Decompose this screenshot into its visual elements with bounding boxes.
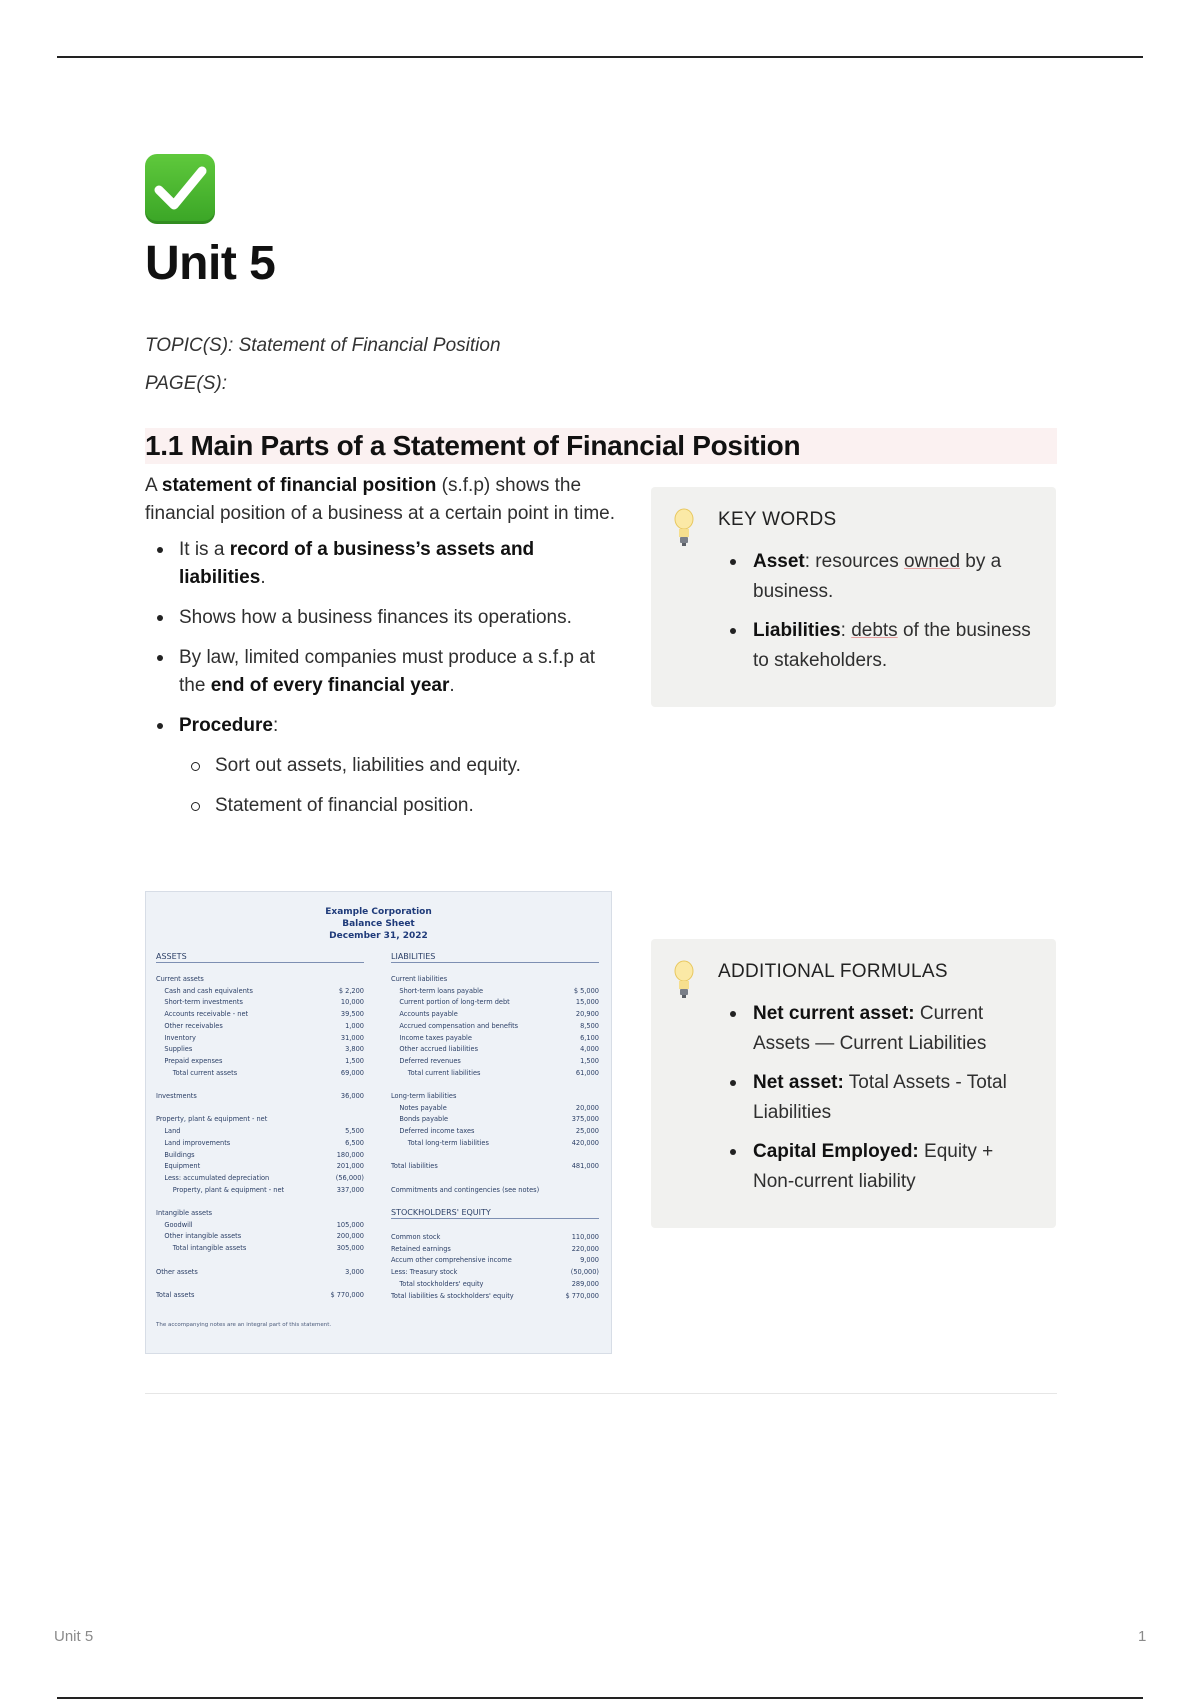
top-rule xyxy=(57,56,1143,58)
sheet-row-value: 420,000 xyxy=(571,1138,599,1147)
sheet-row-label: Commitments and contingencies (see notes) xyxy=(391,1185,540,1194)
callout-title: ADDITIONAL FORMULAS xyxy=(718,961,948,982)
sheet-row-value: 375,000 xyxy=(571,1115,599,1124)
sheet-row-value: 4,000 xyxy=(580,1045,599,1054)
sheet-row-value: 110,000 xyxy=(571,1233,599,1241)
list-item: Net asset: Total Assets - Total Liabilities xyxy=(718,1068,1038,1128)
sheet-row-label: Land xyxy=(156,1127,181,1136)
sheet-row-value: 1,000 xyxy=(345,1021,364,1030)
sheet-row-value: 1,500 xyxy=(345,1056,364,1065)
sheet-row-value: 9,000 xyxy=(580,1256,599,1265)
sheet-row-label: Goodwill xyxy=(156,1220,193,1229)
sheet-row-label: Deferred revenues xyxy=(391,1056,461,1065)
sheet-row-value: 20,000 xyxy=(575,1103,599,1112)
sheet-row-value: 31,000 xyxy=(340,1033,364,1042)
sheet-row-value: $ 5,000 xyxy=(573,986,599,995)
callout-title: KEY WORDS xyxy=(718,509,837,530)
sheet-row-value: (56,000) xyxy=(335,1173,364,1182)
sheet-row-value: 15,000 xyxy=(575,998,599,1007)
sheet-row-value: 180,000 xyxy=(336,1150,364,1159)
divider xyxy=(145,1393,1057,1394)
balance-sheet-image xyxy=(145,891,612,1354)
check-mark-button-icon xyxy=(145,154,215,224)
sheet-row-label: Current liabilities xyxy=(391,975,448,983)
sheet-row-value: 20,900 xyxy=(575,1010,599,1019)
light-bulb-icon xyxy=(673,507,695,547)
sheet-row-label: Bonds payable xyxy=(391,1115,449,1124)
sheet-row-label: Short-term loans payable xyxy=(391,986,484,995)
sheet-row-label: Investments xyxy=(156,1092,197,1100)
sheet-header: Example Corporation Balance Sheet December 31, 2022 xyxy=(325,907,432,941)
intro-paragraph: A statement of financial position (s.f.p) shows the financial position of a business at a certain point in time. xyxy=(145,475,615,524)
sheet-row-value: 220,000 xyxy=(571,1244,599,1253)
section-heading: 1.1 Main Parts of a Statement of Financial Position xyxy=(145,430,801,461)
key-words-callout xyxy=(651,487,1056,707)
page-title: Unit 5 xyxy=(145,237,276,290)
pages-line: PAGE(S): xyxy=(145,373,227,394)
list-item: Asset: resources owned by a business. xyxy=(718,547,1038,607)
sheet-row-value: 8,500 xyxy=(580,1021,599,1030)
bottom-rule xyxy=(57,1697,1143,1699)
sheet-row-value: $ 770,000 xyxy=(330,1290,364,1299)
light-bulb-icon xyxy=(673,959,695,999)
sheet-row-value: 5,500 xyxy=(345,1127,364,1136)
sheet-row-value: 105,000 xyxy=(336,1220,364,1229)
sheet-note: The accompanying notes are an integral part of this statement. xyxy=(156,1322,332,1328)
sheet-row-label: Income taxes payable xyxy=(391,1033,472,1042)
sheet-row-label: Accounts receivable - net xyxy=(156,1010,249,1019)
sheet-row-value: 305,000 xyxy=(336,1244,364,1253)
sheet-row-label: Equipment xyxy=(156,1162,201,1171)
list-item: Capital Employed: Equity + Non-current liability xyxy=(718,1137,1038,1197)
sheet-row-label: Accrued compensation and benefits xyxy=(391,1021,519,1030)
sheet-row-label: Supplies xyxy=(156,1045,193,1054)
list-item: Shows how a business finances its operations. xyxy=(145,604,625,632)
sheet-row-value: 200,000 xyxy=(336,1232,364,1241)
sheet-row-value: 6,100 xyxy=(580,1033,599,1042)
sheet-row-label: Total long-term liabilities xyxy=(391,1138,489,1147)
sheet-row-label: Other receivables xyxy=(156,1021,223,1030)
sheet-row-label: Retained earnings xyxy=(391,1244,451,1253)
sheet-row-label: Other accrued liabilities xyxy=(391,1045,479,1054)
sheet-row-label: Total intangible assets xyxy=(156,1244,247,1253)
sheet-row-value: 36,000 xyxy=(340,1092,364,1100)
topic-line: TOPIC(S): Statement of Financial Position xyxy=(145,335,501,356)
list-item: By law, limited companies must produce a s.f.p at the end of every financial year. xyxy=(145,644,625,700)
sheet-row-label: Total current assets xyxy=(156,1068,238,1077)
sheet-row-label: Prepaid expenses xyxy=(156,1056,223,1065)
sheet-row-value: (50,000) xyxy=(570,1268,599,1277)
sheet-row-value: 61,000 xyxy=(575,1068,599,1077)
assets-heading: ASSETS xyxy=(156,952,364,963)
sheet-row-label: Property, plant & equipment - net xyxy=(156,1115,268,1124)
sheet-row-value: 1,500 xyxy=(580,1056,599,1065)
sheet-row-label: Property, plant & equipment - net xyxy=(156,1185,285,1194)
sheet-row-label: Total liabilities & stockholders' equity xyxy=(391,1291,514,1300)
liabilities-heading: LIABILITIES xyxy=(391,952,599,963)
sheet-row-label: Other assets xyxy=(156,1267,198,1276)
list-item: Net current asset: Current Assets — Current Liabilities xyxy=(718,999,1038,1059)
sheet-row-value: 201,000 xyxy=(336,1162,364,1171)
list-item: It is a record of a business’s assets and liabilities. xyxy=(145,536,625,592)
formulas-callout xyxy=(651,939,1056,1228)
sheet-row-value: $ 2,200 xyxy=(338,986,364,995)
sheet-row-value: 69,000 xyxy=(340,1068,364,1077)
sheet-row-label: Current assets xyxy=(156,975,204,983)
sheet-row-label: Total liabilities xyxy=(391,1162,438,1171)
sheet-row-label: Other intangible assets xyxy=(156,1232,242,1241)
list-item: Liabilities: debts of the business to stakeholders. xyxy=(718,616,1038,676)
sheet-row-value: 10,000 xyxy=(340,998,364,1007)
sheet-row-label: Total assets xyxy=(156,1290,195,1299)
sheet-row-label: Accum other comprehensive income xyxy=(391,1256,512,1265)
sheet-row-label: Notes payable xyxy=(391,1103,447,1112)
equity-heading: STOCKHOLDERS' EQUITY xyxy=(391,1208,599,1219)
sheet-row-label: Total stockholders' equity xyxy=(391,1279,484,1288)
list-item: Procedure: xyxy=(145,712,625,740)
page-number: 1 xyxy=(1138,1628,1147,1645)
sheet-row-label: Intangible assets xyxy=(156,1209,213,1217)
sheet-row-value: 25,000 xyxy=(575,1127,599,1136)
sheet-row-value: 337,000 xyxy=(336,1185,364,1194)
sheet-row-value: 289,000 xyxy=(571,1279,599,1288)
sub-list-item: Sort out assets, liabilities and equity. xyxy=(145,752,625,780)
formulas-list xyxy=(718,999,1038,1206)
sheet-row-value: 3,800 xyxy=(345,1045,364,1054)
sheet-row-label: Inventory xyxy=(156,1033,196,1042)
sheet-row-label: Total current liabilities xyxy=(391,1068,481,1077)
sub-list-item: Statement of financial position. xyxy=(145,792,625,820)
sheet-row-label: Current portion of long-term debt xyxy=(391,998,510,1007)
section-body xyxy=(145,472,625,832)
sheet-row-label: Common stock xyxy=(391,1233,441,1241)
sheet-row-value: $ 770,000 xyxy=(565,1291,599,1300)
sheet-row-label: Deferred income taxes xyxy=(391,1127,475,1136)
sheet-row-label: Accounts payable xyxy=(391,1010,458,1019)
sheet-row-label: Short-term investments xyxy=(156,998,243,1007)
sheet-row-label: Cash and cash equivalents xyxy=(156,986,253,995)
key-words-list xyxy=(718,547,1038,685)
sheet-row-label: Less: accumulated depreciation xyxy=(156,1173,270,1182)
footer-title: Unit 5 xyxy=(54,1628,94,1645)
sheet-row-label: Long-term liabilities xyxy=(391,1092,457,1100)
sheet-row-label: Less: Treasury stock xyxy=(391,1268,458,1277)
sheet-row-value: 481,000 xyxy=(571,1162,599,1171)
sheet-row-value: 6,500 xyxy=(345,1138,364,1147)
sheet-row-value: 3,000 xyxy=(345,1267,364,1276)
sheet-row-value: 39,500 xyxy=(340,1010,364,1019)
sheet-row-label: Land improvements xyxy=(156,1138,231,1147)
sheet-row-label: Buildings xyxy=(156,1150,195,1159)
